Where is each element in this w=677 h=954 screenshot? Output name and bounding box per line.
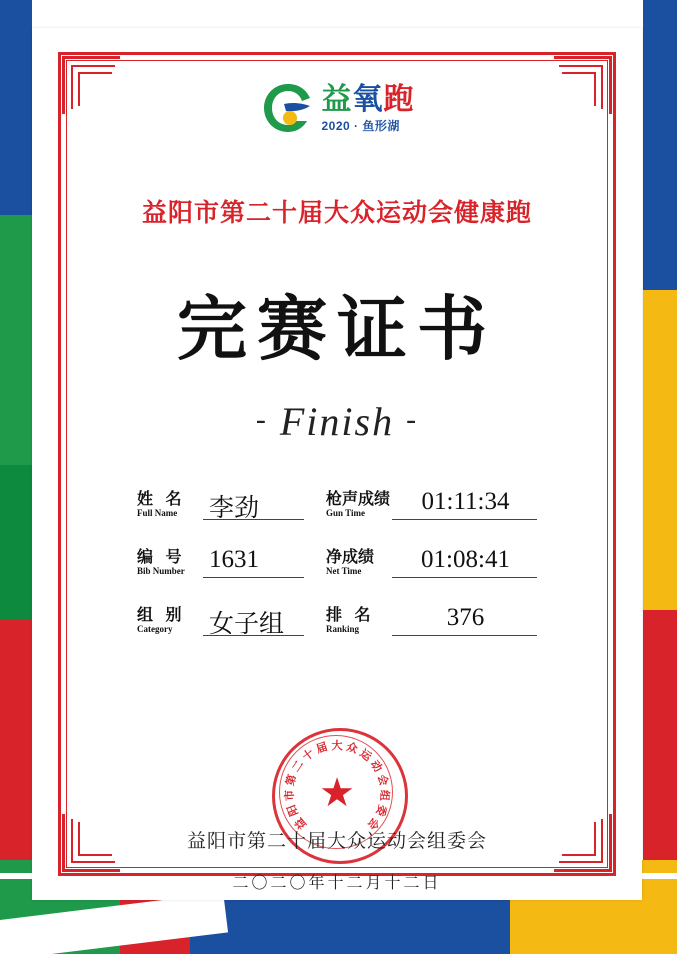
logo-subtitle: 2020 · 鱼形湖 — [321, 118, 400, 133]
field-full-name — [137, 478, 304, 520]
field-ranking-label-en: Ranking — [326, 623, 360, 634]
stripe-left-dark-green — [0, 465, 32, 620]
seal-ring-text: 益 阳 市 第 二 十 届 大 众 运 动 会 组 委 会 — [283, 740, 391, 832]
logo-char-2: 氧 — [352, 82, 384, 116]
field-full-name-label-en: Full Name — [137, 507, 178, 518]
field-ranking-label-cn: 排 名 — [326, 606, 375, 624]
field-gun-time-label-en: Gun Time — [326, 507, 365, 518]
stripe-left-green — [0, 215, 32, 465]
field-bib-number-label-cn: 编 号 — [137, 548, 186, 566]
field-gun-time-label-cn: 枪声成绩 — [326, 490, 391, 508]
field-full-name-label-cn: 姓 名 — [137, 490, 186, 508]
field-net-time — [326, 536, 537, 578]
field-category-value: 女子组 — [203, 604, 304, 636]
field-gun-time-label — [326, 492, 392, 520]
field-ranking — [326, 594, 537, 636]
runner-logo-icon — [260, 80, 316, 136]
field-full-name-value: 李劲 — [203, 488, 304, 520]
star-icon: ★ — [319, 771, 355, 815]
certificate-card — [32, 28, 642, 900]
field-gun-time-value: 01:11:34 — [392, 488, 537, 520]
field-gun-time — [326, 478, 537, 520]
finish-word: Finish — [279, 399, 395, 444]
field-net-time-value: 01:08:41 — [392, 546, 537, 578]
finish-dash-right: - — [406, 403, 419, 436]
stripe-left-blue — [0, 0, 32, 215]
finish-dash-left: - — [255, 403, 268, 436]
stripe-right-red — [643, 610, 677, 860]
stripe-right-blue — [643, 0, 677, 290]
field-bib-number — [137, 536, 304, 578]
field-bib-number-label-en: Bib Number — [137, 565, 185, 576]
logo-char-1: 益 — [321, 82, 353, 116]
field-category-label-cn: 组 别 — [137, 606, 186, 624]
logo-char-3: 跑 — [383, 82, 415, 116]
finish-script-text — [32, 398, 642, 445]
field-category-label — [137, 608, 203, 636]
field-full-name-label — [137, 492, 203, 520]
field-ranking-label — [326, 608, 392, 636]
fields-column-left — [137, 478, 304, 636]
page-title: 完赛证书 — [177, 290, 497, 368]
result-fields — [137, 478, 537, 636]
stripe-left-red — [0, 620, 32, 860]
field-bib-number-value: 1631 — [203, 546, 304, 578]
field-bib-number-label — [137, 550, 203, 578]
issuer-name: 益阳市第二十届大众运动会组委会 — [186, 831, 487, 852]
field-category — [137, 594, 304, 636]
field-ranking-value: 376 — [392, 604, 537, 636]
field-net-time-label-cn: 净成绩 — [326, 548, 375, 566]
issue-date: 二〇二〇年十二月十二日 — [232, 875, 442, 892]
event-title: 益阳市第二十届大众运动会健康跑 — [141, 199, 532, 227]
field-category-label-en: Category — [137, 623, 173, 634]
event-logo — [32, 80, 642, 136]
fields-column-right — [326, 478, 537, 636]
stripe-right-yellow — [643, 290, 677, 610]
field-net-time-label — [326, 550, 392, 578]
field-net-time-label-en: Net Time — [326, 565, 362, 576]
